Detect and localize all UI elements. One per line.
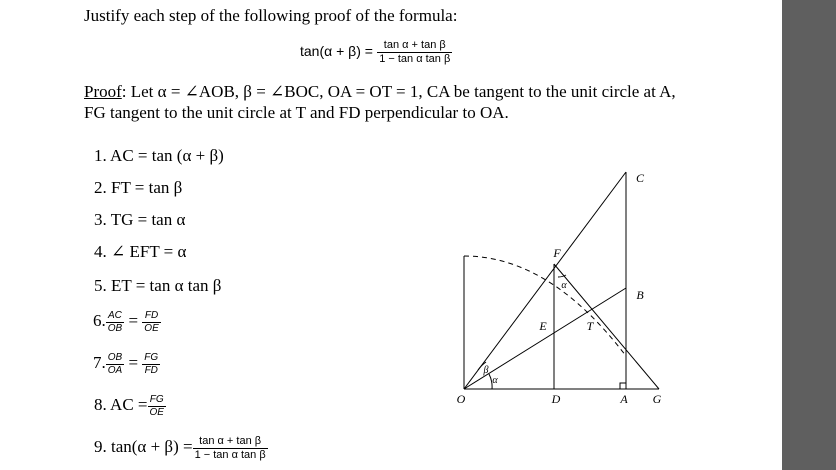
step-9 [94, 430, 268, 464]
label-e: E [539, 319, 547, 333]
label-o: O [456, 392, 466, 406]
formula-denominator: 1 − tan α tan β [379, 52, 451, 65]
step-1: 1. AC = tan (α + β) [94, 146, 224, 165]
step-3: 3. TG = tan α [94, 210, 186, 229]
step-5: 5. ET = tan α tan β [94, 276, 222, 295]
step-7-den-right: FD [144, 364, 158, 376]
step-7 [93, 346, 160, 380]
step-8-num: FG [148, 394, 166, 407]
step-6-fraction-right [142, 310, 160, 335]
label-d: D [551, 392, 561, 406]
label-b: B [636, 288, 644, 302]
formula-fraction [377, 39, 452, 66]
step-6-num-right: FD [142, 310, 160, 323]
step-6-den-right: OE [144, 322, 159, 334]
label-alpha-f: α [561, 280, 567, 291]
step-8 [94, 388, 166, 422]
step-7-fraction-right [142, 352, 160, 377]
step-7-num-left: OB [107, 351, 123, 363]
geometry-diagram [440, 160, 690, 420]
step-6 [93, 304, 161, 338]
step-7-prefix: 7. [93, 353, 106, 372]
label-c: C [635, 171, 645, 185]
step-9-fraction [193, 435, 268, 462]
label-alpha-o: α [492, 375, 498, 386]
step-6-fraction-left [106, 310, 124, 335]
step-8-den: OE [149, 406, 164, 418]
label-f: F [553, 246, 561, 260]
step-7-fraction-left [106, 352, 124, 377]
step-9-prefix: 9. tan(α + β) = [94, 437, 193, 456]
step-8-prefix: 8. AC = [94, 395, 148, 414]
proof-line-1-text: : Let α = ∠AOB, β = ∠BOC, OA = OT = 1, CA be tangent to the unit circle at A, [121, 82, 676, 101]
proof-label: Proof [84, 82, 122, 101]
step-9-num: tan α + tan β [193, 435, 268, 449]
label-beta-o: β [483, 365, 489, 376]
scrollbar[interactable] [782, 0, 836, 470]
formula-lhs: tan(α + β) = [300, 43, 373, 59]
step-6-prefix: 6. [93, 311, 106, 330]
instruction-text: Justify each step of the following proof of the formula: [84, 6, 458, 25]
step-6-equals: = [128, 311, 139, 330]
label-g: G [652, 392, 662, 406]
line-oc [464, 172, 626, 389]
step-9-den: 1 − tan α tan β [194, 448, 266, 461]
step-2: 2. FT = tan β [94, 178, 183, 197]
step-7-den-left: OA [107, 364, 123, 376]
right-angle-mark-a [620, 383, 626, 389]
label-t: T [586, 319, 594, 333]
step-4: 4. ∠ EFT = α [94, 242, 187, 261]
step-8-fraction [148, 394, 166, 419]
step-6-num-left: AC [106, 310, 124, 323]
proof-line-1 [84, 82, 676, 102]
step-6-den-left: OB [107, 322, 123, 334]
label-a: A [620, 392, 628, 406]
proof-line-2: FG tangent to the unit circle at T and FD perpendicular to OA. [84, 103, 509, 122]
formula [300, 36, 452, 66]
tangent-fg [554, 264, 659, 389]
step-7-equals: = [128, 353, 139, 372]
step-7-num-right: FG [144, 351, 159, 363]
formula-numerator: tan α + tan β [377, 39, 452, 53]
